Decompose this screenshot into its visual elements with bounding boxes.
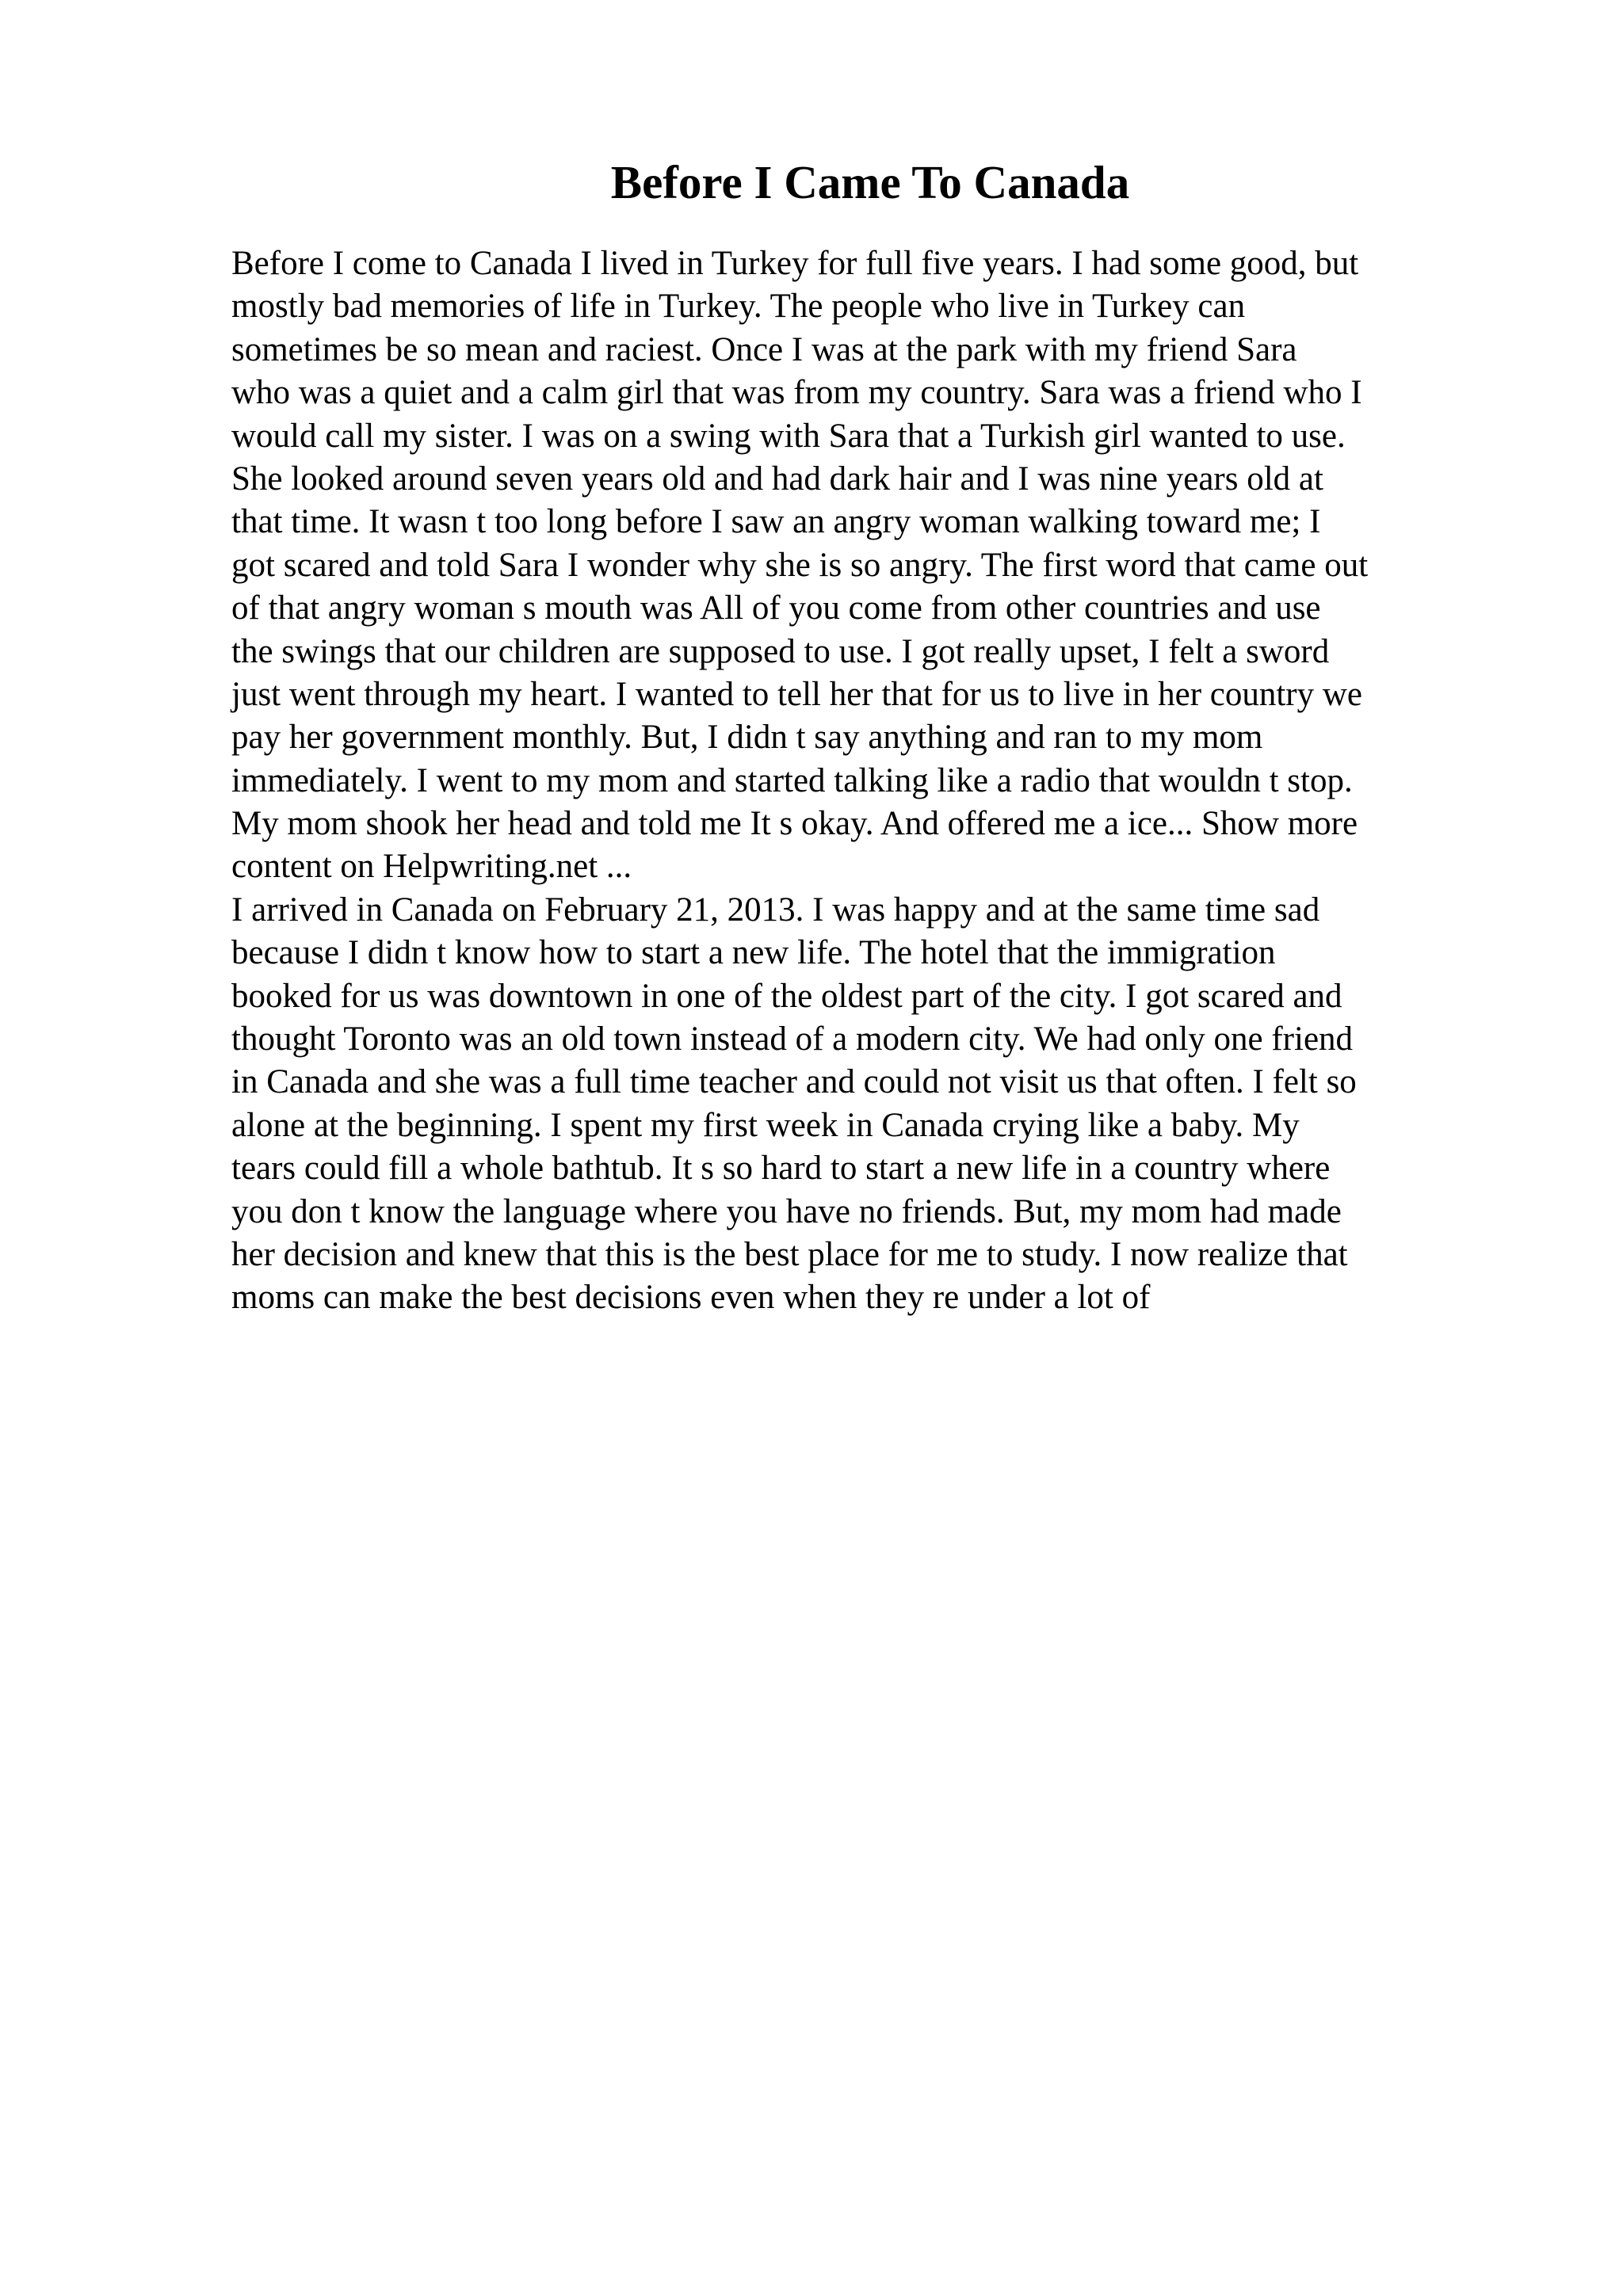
body-line: just went through my heart. I wanted to tell her that for us to live in her country we — [231, 675, 1362, 713]
body-line: in Canada and she was a full time teacher and could not visit us that often. I felt so — [231, 1063, 1357, 1101]
body-line: I arrived in Canada on February 21, 2013. I was happy and at the same time sad — [231, 891, 1320, 929]
body-line: would call my sister. I was on a swing with Sara that a Turkish girl wanted to use. — [231, 417, 1346, 455]
body-line: her decision and knew that this is the best place for me to study. I now realize that — [231, 1235, 1348, 1273]
body-line: thought Toronto was an old town instead of a modern city. We had only one friend — [231, 1020, 1354, 1058]
body-line: booked for us was downtown in one of the oldest part of the city. I got scared and — [231, 977, 1342, 1015]
body-line: My mom shook her head and told me It s okay. And offered me a ice... Show more — [231, 805, 1358, 843]
body-line: who was a quiet and a calm girl that was from my country. Sara was a friend who I — [231, 374, 1362, 412]
body-line: moms can make the best decisions even when they re under a lot of — [231, 1279, 1151, 1317]
body-line: pay her government monthly. But, I didn t say anything and ran to my mom — [231, 719, 1263, 757]
body-line: She looked around seven years old and had dark hair and I was nine years old at — [231, 460, 1323, 498]
body-line: tears could fill a whole bathtub. It s so hard to start a new life in a country where — [231, 1150, 1331, 1188]
body-line: you don t know the language where you have no friends. But, my mom had made — [231, 1192, 1342, 1230]
document-title: Before I Came To Canada — [610, 156, 1130, 208]
body-line: mostly bad memories of life in Turkey. The people who live in Turkey can — [231, 288, 1246, 326]
body-line: that time. It wasn t too long before I saw an angry woman walking toward me; I — [231, 503, 1321, 541]
body-line: Before I come to Canada I lived in Turkey for full five years. I had some good, but — [231, 245, 1359, 282]
body-line: the swings that our children are supposed to use. I got really upset, I felt a sword — [231, 632, 1330, 670]
body-line: sometimes be so mean and raciest. Once I was at the park with my friend Sara — [231, 330, 1297, 368]
body-line: got scared and told Sara I wonder why she is so angry. The first word that came out — [231, 546, 1369, 584]
body-line: of that angry woman s mouth was All of you come from other countries and use — [231, 589, 1321, 627]
document-body — [231, 242, 1484, 1320]
body-line: content on Helpwriting.net ... — [231, 848, 632, 886]
body-line: alone at the beginning. I spent my first week in Canada crying like a baby. My — [231, 1106, 1300, 1144]
body-line: immediately. I went to my mom and started talking like a radio that wouldn t stop. — [231, 761, 1353, 799]
body-line: because I didn t know how to start a new life. The hotel that the immigration — [231, 934, 1276, 972]
